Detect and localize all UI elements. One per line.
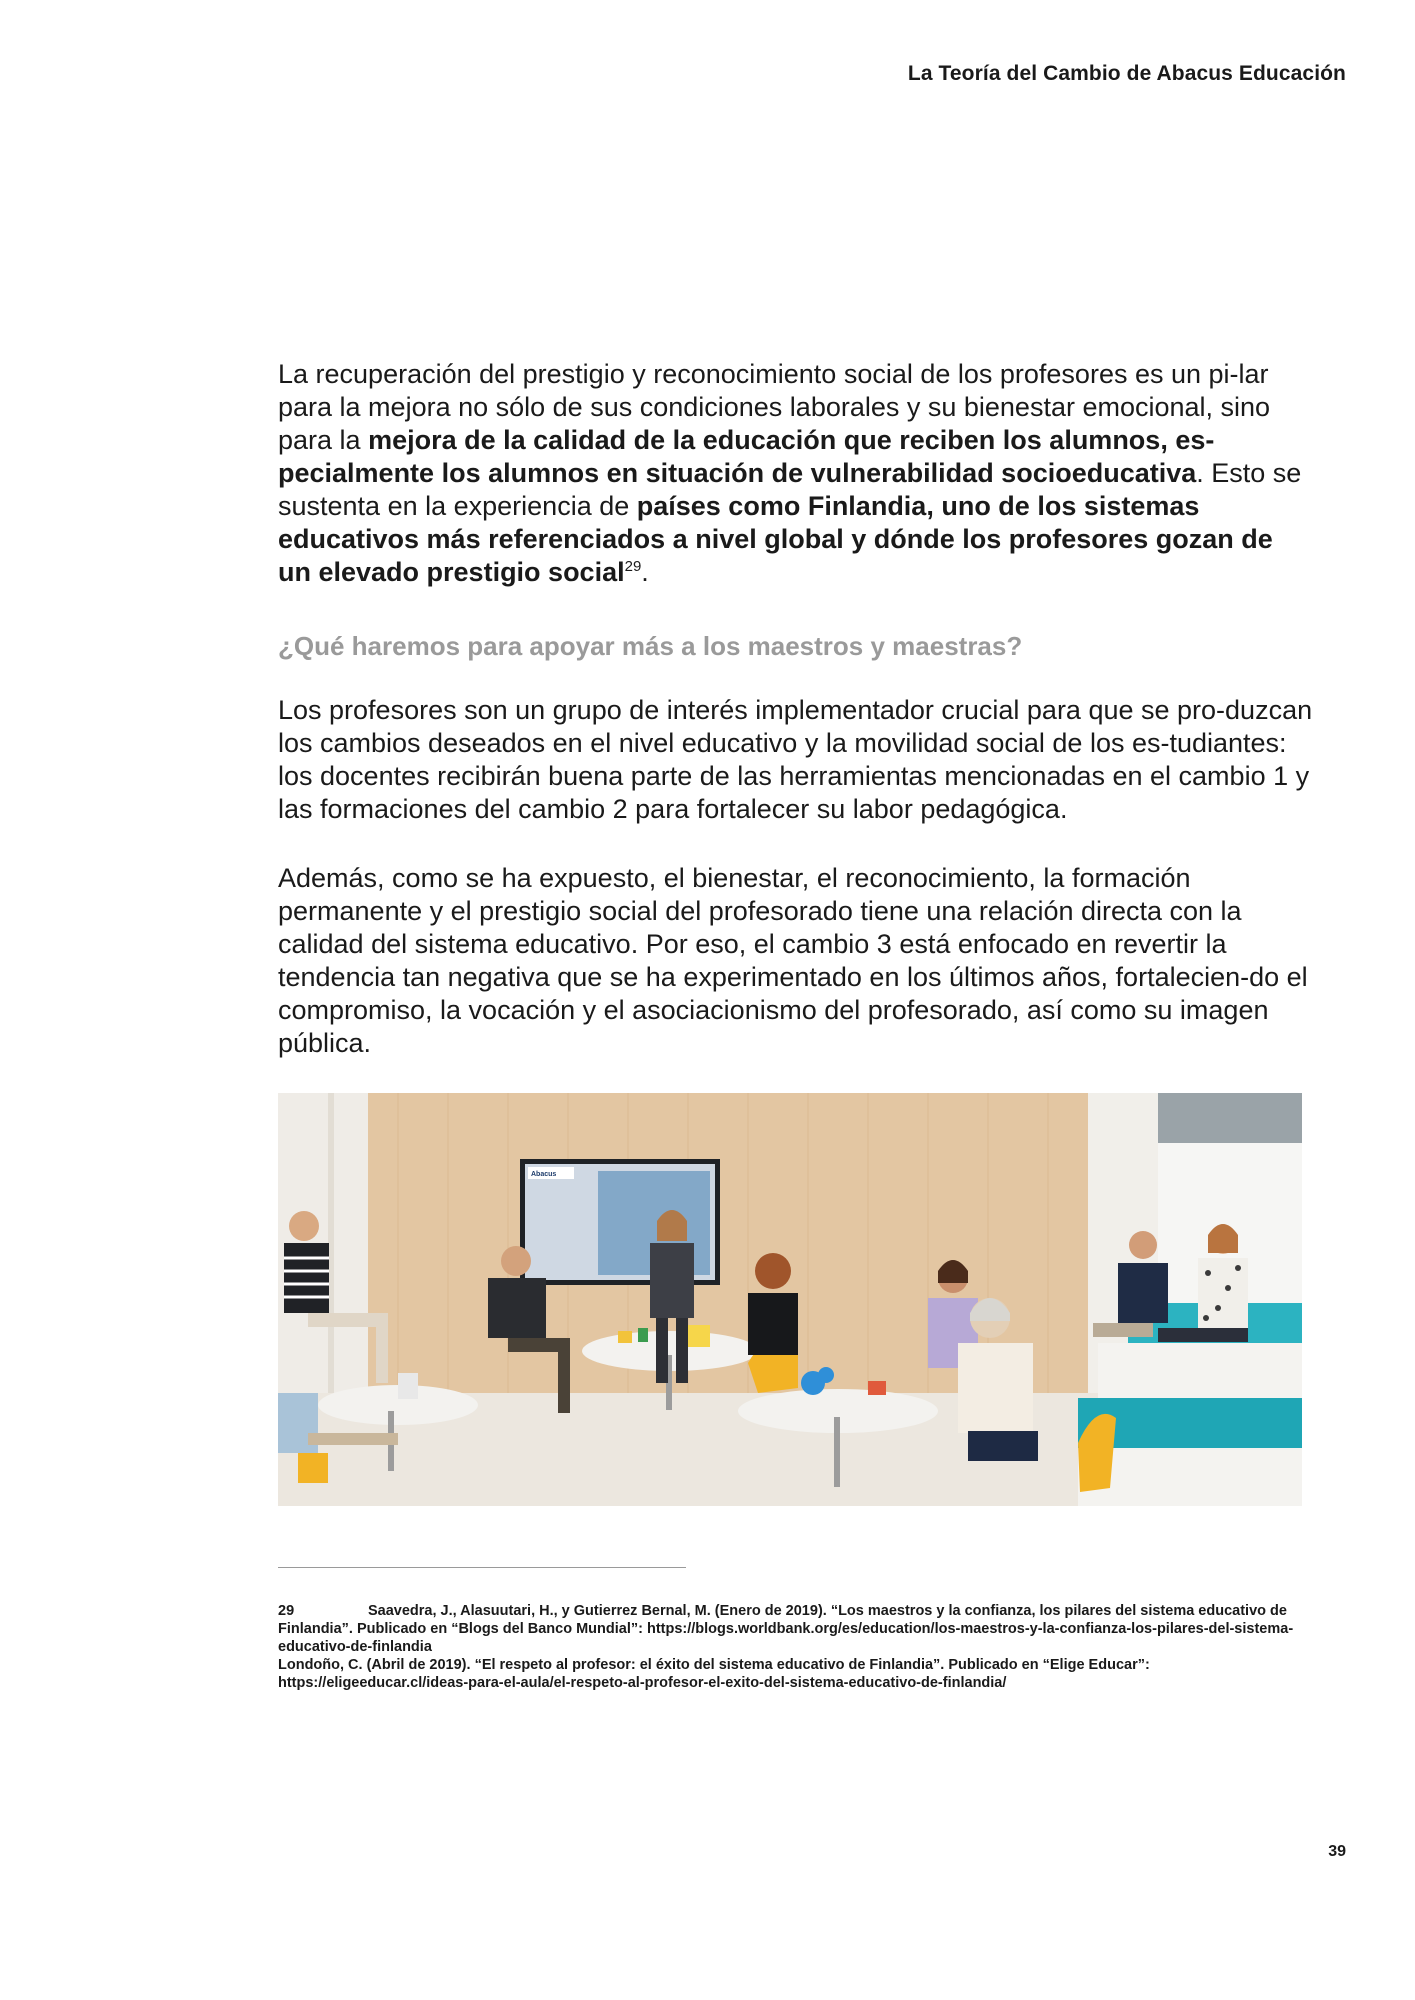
para1-text-2: . Esto se sustenta en la experiencia de xyxy=(278,458,1302,521)
footnotes xyxy=(278,1602,1308,1692)
para1-text-3: . xyxy=(641,557,649,587)
page-number: 39 xyxy=(1328,1843,1346,1860)
footnote-29 xyxy=(278,1602,1308,1656)
body-paragraph-2: Los profesores son un grupo de interés implementador crucial para que se pro-duzcan los cambios deseados en el nivel educativo y la movilidad social de los es-tudiantes: los docentes recibirán buena parte de las herramientas mencionadas en el cambio 1 y las formaciones del cambio 2 para fortalecer su labor pedagógica. xyxy=(278,695,1313,824)
para1-bold-1: mejora de la calidad de la educación que reciben los alumnos, es-pecialmente los alumnos en situación de vulnerabilidad socioeducativa xyxy=(278,425,1215,488)
body-paragraph-3: Además, como se ha expuesto, el bienestar, el reconocimiento, la formación permanente y el prestigio social del profesorado tiene una relación directa con la calidad del sistema educativo. Por eso, el cambio 3 está enfocado en revertir la tendencia tan negativa que se ha experimentado en los últimos años, fortalecien-do el compromiso, la vocación y el asociacionismo del profesorado, así como su imagen pública. xyxy=(278,863,1308,1058)
footnote-citation-2: Londoño, C. (Abril de 2019). “El respeto al profesor: el éxito del sistema educativo de Finlandia”. Publicado en “Elige Educar”: https://eligeeducar.cl/ideas-para-el-aula/el-respeto-al-profesor-el-exito-del-sistema-educativo-de-finlandia/ xyxy=(278,1657,1150,1691)
classroom-photo xyxy=(278,1093,1302,1506)
footnote-divider xyxy=(278,1567,686,1568)
footnote-citation-1: Saavedra, J., Alasuutari, H., y Gutierrez Bernal, M. (Enero de 2019). “Los maestros y la confianza, los pilares del sistema educativo de Finlandia”. Publicado en “Blogs del Banco Mundial”: https://blogs.worldbank.org/es/education/los-maestros-y-la-confianza-los-pilares-del-sistema-educativo-de-finlandia xyxy=(278,1603,1294,1655)
para1-bold-2: países como Finlandia, uno de los sistemas educativos más referenciados a nivel global y dónde los profesores gozan de un elevado prestigio social xyxy=(278,491,1273,587)
footnote-ref[interactable]: 29 xyxy=(624,558,642,575)
intro-paragraph xyxy=(278,358,1313,589)
section-heading: ¿Qué haremos para apoyar más a los maestros y maestras? xyxy=(278,631,1023,661)
classroom-photo-illustration xyxy=(278,1093,1302,1506)
screen-brand-text: Abacus xyxy=(531,1171,557,1178)
running-header: La Teoría del Cambio de Abacus Educación xyxy=(907,62,1346,85)
footnote-number: 29 xyxy=(278,1603,295,1619)
para1-text-1: La recuperación del prestigio y reconocimiento social de los profesores es un pi-lar para la mejora no sólo de sus condiciones laborales y su bienestar emocional, sino para la xyxy=(278,359,1271,455)
